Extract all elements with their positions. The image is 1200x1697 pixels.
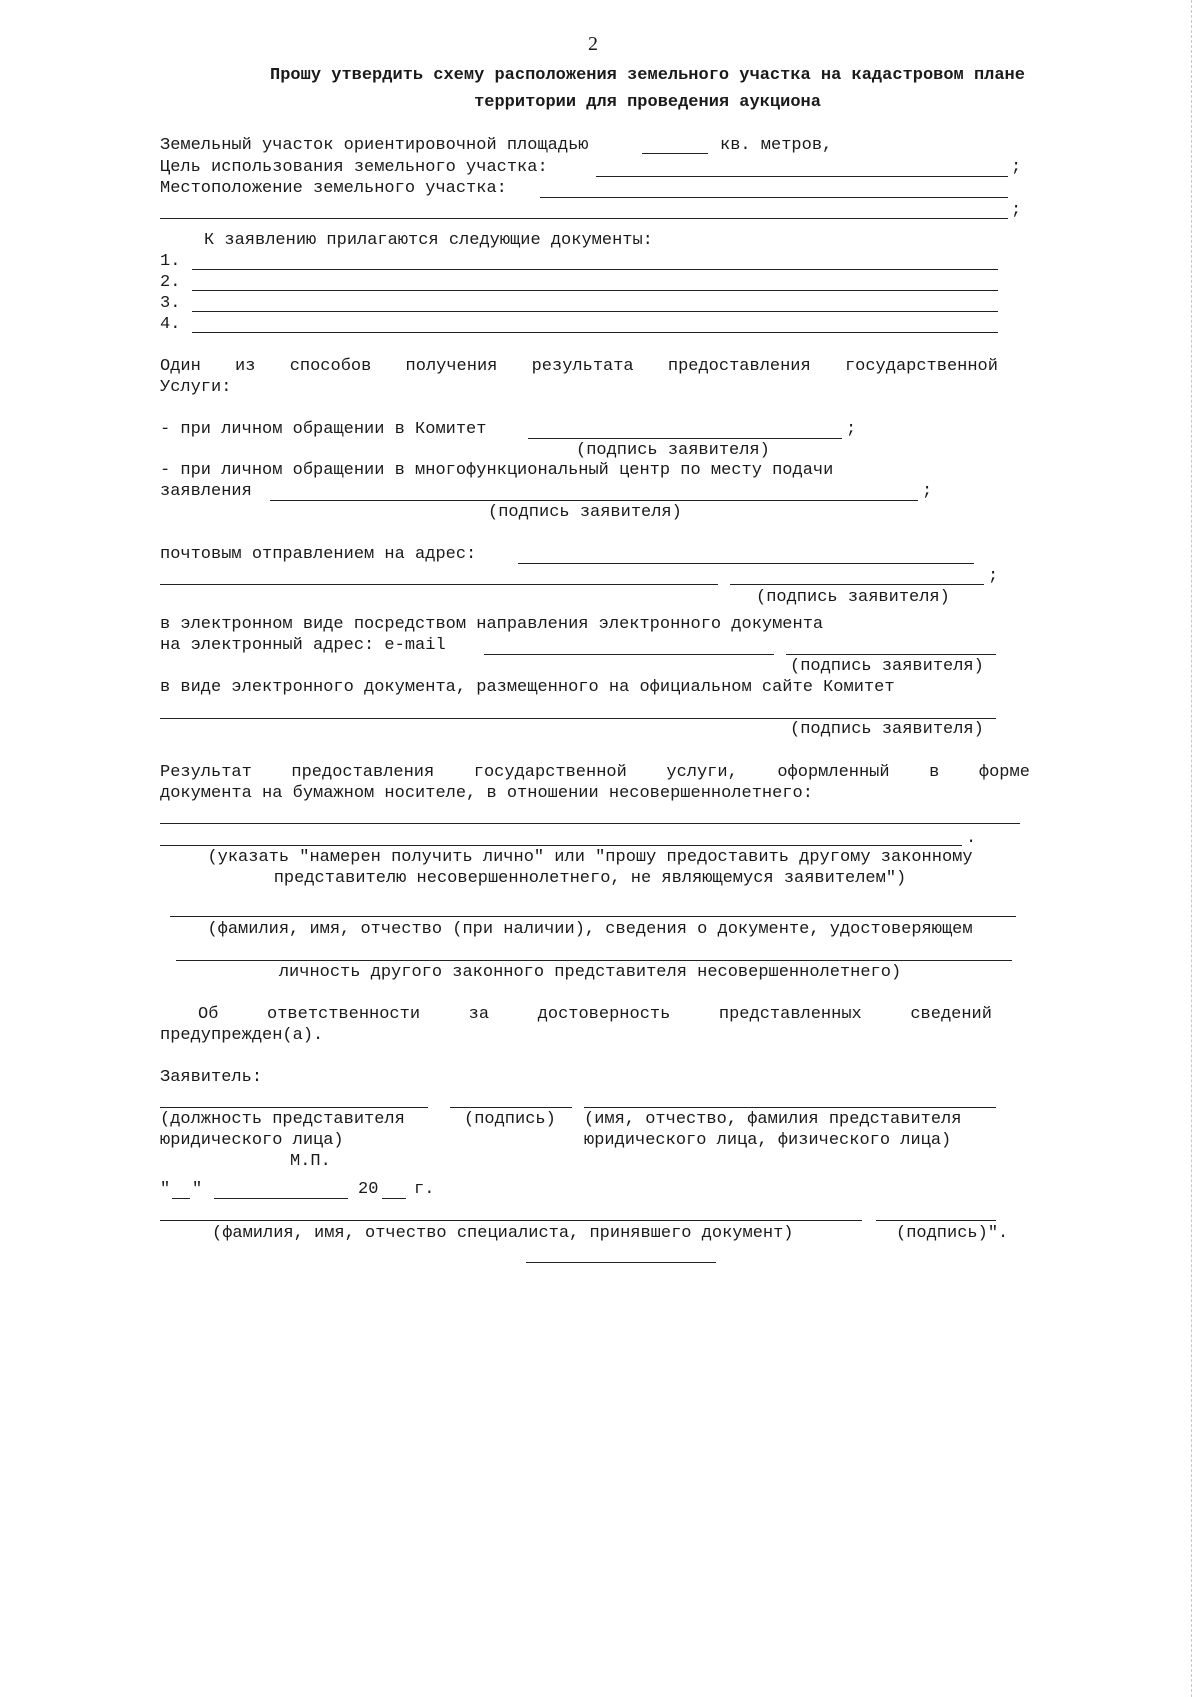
applicant-label: Заявитель: <box>160 1068 263 1087</box>
representative-caption-line-2: личность другого законного представителя несовершеннолетнего) <box>278 963 902 982</box>
responsibility-word: достоверность <box>537 1005 671 1024</box>
signature-caption: (подпись заявителя) <box>756 588 950 607</box>
area-field[interactable] <box>642 153 708 154</box>
electronic-line-2: на электронный адрес: e-mail <box>160 636 446 655</box>
document-item-1-number: 1. <box>160 252 181 271</box>
signature-caption: (подпись заявителя) <box>488 503 682 522</box>
location-semicolon: ; <box>1011 201 1022 220</box>
responsibility-line-2: предупрежден(а). <box>160 1026 324 1045</box>
document-item-4-field[interactable] <box>192 332 998 333</box>
representative-field-2[interactable] <box>176 960 1012 961</box>
signature-caption: (подпись заявителя) <box>576 441 770 460</box>
postal-address-field[interactable] <box>518 563 974 564</box>
methods-intro-line-1 <box>160 357 998 377</box>
documents-intro: К заявлению прилагаются следующие документы: <box>204 231 653 250</box>
methods-intro-word: Один <box>160 357 201 376</box>
result-word: в <box>929 763 940 782</box>
responsibility-word: за <box>468 1005 490 1024</box>
document-item-1-field[interactable] <box>192 269 998 270</box>
date-open-quote: " <box>160 1180 171 1199</box>
methods-intro-line-2: Услуги: <box>160 378 232 397</box>
purpose-semicolon: ; <box>1011 158 1022 177</box>
document-item-2-number: 2. <box>160 273 181 292</box>
result-word: Результат <box>160 763 252 782</box>
postal-signature-field[interactable] <box>730 584 984 585</box>
signature-caption: (подпись заявителя) <box>790 720 984 739</box>
methods-intro-word: предоставления <box>667 357 811 376</box>
result-word: оформленный <box>777 763 890 782</box>
representative-field[interactable] <box>170 916 1016 917</box>
result-line-1 <box>160 763 1030 783</box>
specialist-signature-caption: (подпись)". <box>896 1224 1009 1243</box>
location-field[interactable] <box>540 197 1008 198</box>
document-item-3-number: 3. <box>160 294 181 313</box>
postal-semicolon: ; <box>988 567 999 586</box>
responsibility-word: представленных <box>718 1005 862 1024</box>
methods-intro-word: результата <box>531 357 634 376</box>
result-field-1[interactable] <box>160 823 1020 824</box>
date-year-prefix: 20 <box>358 1180 379 1199</box>
location-label: Местоположение земельного участка: <box>160 179 507 198</box>
responsibility-word: Об <box>198 1005 219 1024</box>
date-month-field[interactable] <box>214 1198 348 1199</box>
result-hint-line-1: (указать "намерен получить лично" или "прошу предоставить другому законному <box>207 848 973 867</box>
scan-edge <box>1189 0 1192 1697</box>
personal-committee-label: - при личном обращении в Комитет <box>160 420 487 439</box>
responsibility-line-1 <box>198 1005 992 1025</box>
date-year-suffix: г. <box>414 1180 435 1199</box>
applicant-position-field[interactable] <box>160 1107 428 1108</box>
result-word: услуги, <box>666 763 738 782</box>
result-period: . <box>966 829 977 848</box>
personal-committee-signature-field[interactable] <box>528 438 842 439</box>
date-close-quote: " <box>192 1180 203 1199</box>
mfc-signature-field[interactable] <box>270 500 918 501</box>
purpose-field[interactable] <box>596 176 1008 177</box>
email-signature-field[interactable] <box>786 654 996 655</box>
email-field[interactable] <box>484 654 774 655</box>
area-prefix: Земельный участок ориентировочной площадью <box>160 136 589 155</box>
title-line-1: Прошу утвердить схему расположения земельного участка на кадастровом плане <box>270 66 1025 85</box>
stamp-placeholder: М.П. <box>290 1152 331 1171</box>
personal-committee-semicolon: ; <box>846 420 857 439</box>
result-line-2: документа на бумажном носителе, в отношении несовершеннолетнего: <box>160 784 813 803</box>
specialist-name-field[interactable] <box>160 1220 862 1221</box>
purpose-label: Цель использования земельного участка: <box>160 158 548 177</box>
applicant-position-caption-2: юридического лица) <box>160 1131 344 1150</box>
result-hint-line-2: представителю несовершеннолетнего, не являющемуся заявителем") <box>273 869 907 888</box>
responsibility-word: сведений <box>910 1005 992 1024</box>
applicant-name-caption-1: (имя, отчество, фамилия представителя <box>584 1110 962 1129</box>
postal-address-field-2[interactable] <box>160 584 718 585</box>
applicant-signature-caption: (подпись) <box>464 1110 556 1129</box>
representative-caption-line-1: (фамилия, имя, отчество (при наличии), сведения о документе, удостоверяющем <box>207 920 973 939</box>
applicant-position-caption-1: (должность представителя <box>160 1110 405 1129</box>
methods-intro-word: из <box>235 357 256 376</box>
postal-label: почтовым отправлением на адрес: <box>160 545 477 564</box>
document-item-2-field[interactable] <box>192 290 998 291</box>
specialist-signature-field[interactable] <box>876 1220 996 1221</box>
website-label: в виде электронного документа, размещенного на официальном сайте Комитет <box>160 678 895 697</box>
result-field-2[interactable] <box>160 845 962 846</box>
document-item-4-number: 4. <box>160 315 181 334</box>
applicant-signature-field[interactable] <box>450 1107 572 1108</box>
closing-divider <box>526 1262 716 1263</box>
electronic-line-1: в электронном виде посредством направления электронного документа <box>160 615 824 634</box>
specialist-caption: (фамилия, имя, отчество специалиста, принявшего документ) <box>212 1224 794 1243</box>
applicant-name-caption-2: юридического лица, физического лица) <box>584 1131 952 1150</box>
mfc-line-2: заявления <box>160 482 252 501</box>
responsibility-word: ответственности <box>267 1005 421 1024</box>
result-word: форме <box>978 763 1030 782</box>
methods-intro-word: получения <box>405 357 498 376</box>
document-item-3-field[interactable] <box>192 311 998 312</box>
methods-intro-word: способов <box>289 357 372 376</box>
location-field-2[interactable] <box>160 218 1008 219</box>
page-number: 2 <box>588 33 598 55</box>
applicant-name-field[interactable] <box>584 1107 996 1108</box>
result-word: государственной <box>473 763 627 782</box>
mfc-line-1: - при личном обращении в многофункциональный центр по месту подачи <box>160 461 834 480</box>
mfc-semicolon: ; <box>922 482 933 501</box>
date-day-field[interactable] <box>172 1198 190 1199</box>
date-year-field[interactable] <box>382 1198 406 1199</box>
result-word: предоставления <box>291 763 435 782</box>
website-signature-field[interactable] <box>160 718 996 719</box>
area-suffix: кв. метров, <box>720 136 833 155</box>
signature-caption: (подпись заявителя) <box>790 657 984 676</box>
methods-intro-word: государственной <box>844 357 998 376</box>
title-line-2: территории для проведения аукциона <box>474 93 821 112</box>
